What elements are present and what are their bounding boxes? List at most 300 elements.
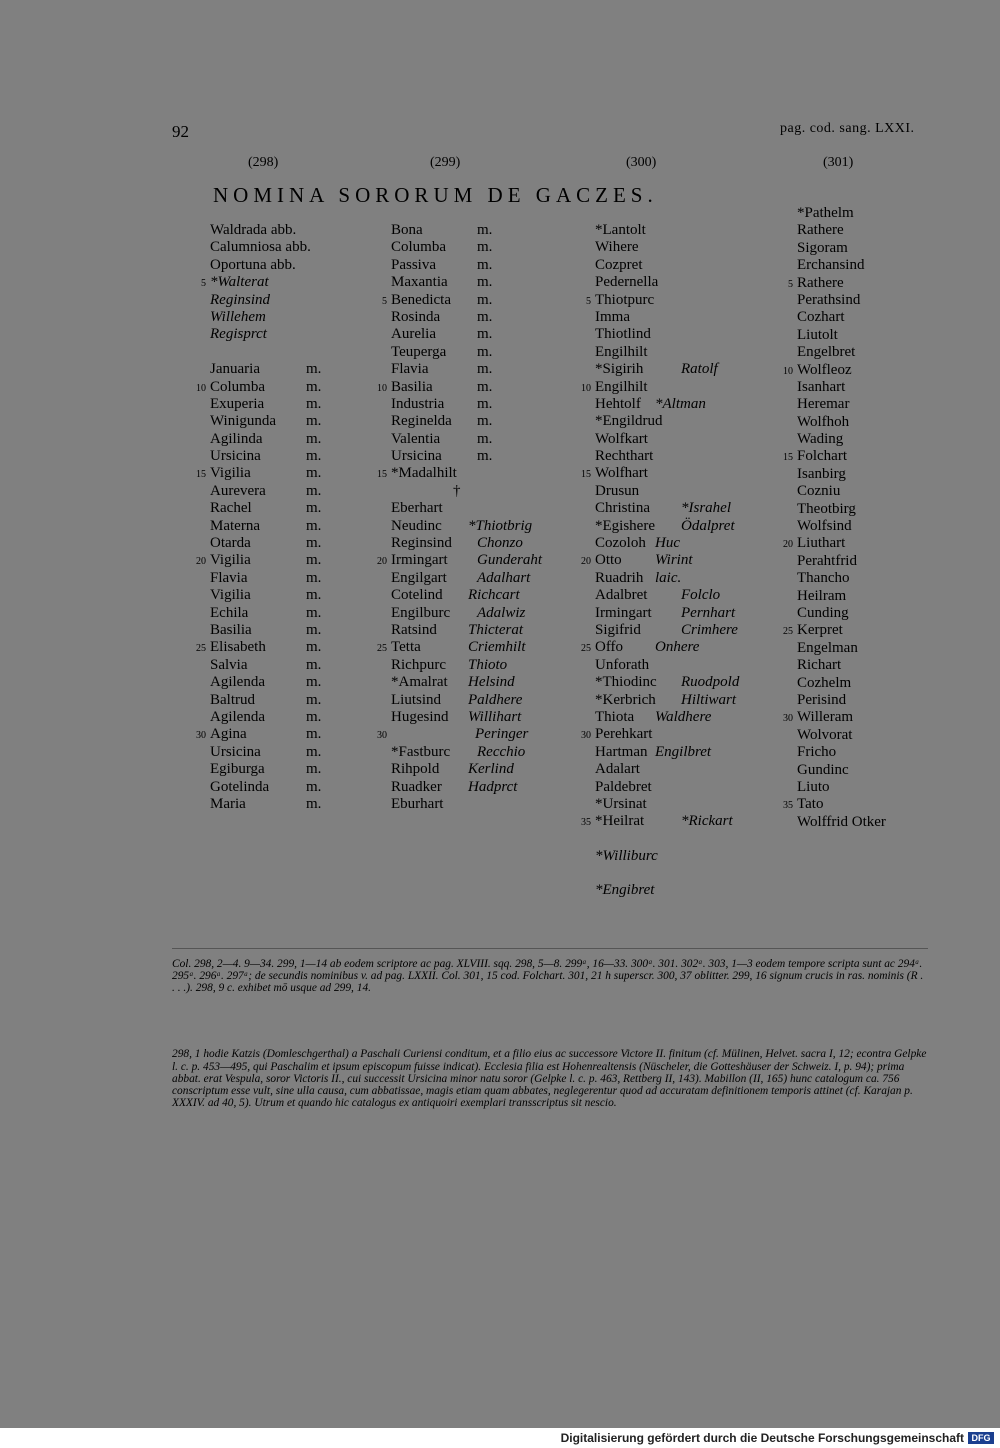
name-entry: Reginelda (391, 413, 452, 430)
line-number: 20 (196, 556, 206, 568)
second-name: Willihart (468, 708, 522, 725)
status-mark: m. (306, 482, 322, 499)
status-mark: m. (306, 708, 322, 725)
name-entry: Elisabeth (210, 639, 266, 656)
name-entry: Fricho (797, 744, 837, 761)
list-item (595, 622, 775, 639)
second-name: *Israhel (681, 500, 731, 517)
list-item (595, 744, 775, 761)
name-entry: Wolfkart (595, 430, 648, 447)
name-entry: Wihere (595, 239, 639, 256)
name-entry: Drusun (595, 482, 640, 499)
name-entry: Wolffrid Otker (797, 813, 886, 830)
name-entry: Reginsind (391, 535, 452, 552)
spacer (595, 831, 775, 848)
list-item (797, 222, 927, 239)
second-name: Adalhart (477, 569, 531, 586)
list-item (595, 326, 775, 343)
name-entry: Wolfhart (595, 465, 648, 482)
list-item (391, 587, 566, 604)
list-item (210, 326, 360, 343)
critical-notes: Col. 298, 2—4. 9—34. 299, 1—14 ab eodem scriptore ac pag. XLVIII. sqq. 298, 5—8. 299ᵃ, 16—33. 300ᵃ. 301. 302ᵃ. 303, 1—3 eodem tempore scripta sunt ac 294ᵃ. 295ᵃ. 296ᵃ. 297ᵃ; de secundis nominibus v. ad pag. LXXII. Col. 301, 15 cod. Folchart. 301, 21 h superscr. 300, 37 oblitter. 299, 16 signum crucis in ras. nominis (R . . . .). 298, 9 c. exhibet mō usque ad 299, 14. (172, 958, 924, 995)
name-entry: Isanhart (797, 378, 846, 395)
list-item (210, 309, 360, 326)
name-entry: Hehtolf (595, 395, 641, 412)
name-entry: *Madalhilt (391, 465, 457, 482)
status-mark: m. (477, 239, 493, 256)
name-entry: Passiva (391, 256, 436, 273)
name-entry: Cozoloh (595, 535, 646, 552)
list-item (581, 378, 775, 396)
name-entry: Flavia (391, 361, 429, 378)
status-mark: m. (306, 500, 322, 517)
list-item (595, 274, 775, 291)
list-item (210, 657, 360, 674)
name-entry: Agilenda (210, 674, 265, 691)
second-name: Ratolf (681, 361, 718, 378)
list-item (391, 448, 566, 465)
list-item (210, 535, 360, 552)
name-entry: Cotelind (391, 587, 443, 604)
list-item (391, 309, 566, 326)
list-item (581, 552, 775, 569)
list-item (797, 257, 927, 274)
list-item (210, 779, 360, 796)
name-entry: Industria (391, 395, 445, 412)
list-item (797, 518, 927, 535)
line-number: 25 (377, 643, 387, 655)
list-item (797, 240, 927, 257)
name-entry: Sigoram (797, 239, 848, 256)
line-number: 5 (788, 278, 793, 290)
list-item (210, 744, 360, 761)
name-entry: Eberhart (391, 500, 443, 517)
name-entry: Vigilia (210, 552, 251, 569)
list-item (797, 692, 927, 709)
second-name: Criemhilt (468, 639, 526, 656)
name-entry: Perahtfrid (797, 552, 857, 569)
line-number: 30 (377, 730, 387, 742)
list-item (797, 553, 927, 570)
name-entry: Thiotpurc (595, 291, 655, 308)
status-mark: m. (306, 361, 322, 378)
status-mark: m. (477, 291, 493, 308)
list-item (391, 431, 566, 448)
list-item (210, 692, 360, 709)
second-name: Pernhart (681, 604, 736, 621)
name-entry: Basilia (391, 378, 433, 395)
list-item (391, 222, 566, 239)
name-entry: *Heilrat (595, 813, 645, 830)
status-mark: m. (306, 517, 322, 534)
second-name: laic. (655, 569, 682, 586)
line-number: 10 (783, 365, 793, 377)
name-entry: Aurevera (210, 482, 266, 499)
list-item (210, 396, 360, 413)
list-item (797, 570, 927, 587)
name-entry: Engilgart (391, 569, 447, 586)
page-number: 92 (172, 122, 189, 141)
name-entry: Engilhilt (595, 343, 648, 360)
list-item (797, 657, 927, 674)
name-entry: Benedicta (391, 291, 451, 308)
name-entry: Wading (797, 431, 844, 448)
list-item (783, 361, 927, 379)
status-mark: m. (306, 430, 322, 447)
column-number-301: (301) (823, 155, 854, 170)
column-301 (783, 205, 927, 831)
status-mark: m. (306, 569, 322, 586)
name-entry: Gundinc (797, 761, 849, 778)
name-entry: Rechthart (595, 448, 654, 465)
status-mark: m. (477, 326, 493, 343)
name-entry: Irmingart (595, 604, 652, 621)
second-name: Kerlind (468, 761, 514, 778)
list-item (788, 274, 927, 292)
name-entry: *Kerbrich (595, 691, 656, 708)
list-item (595, 396, 775, 413)
list-item (210, 500, 360, 517)
name-entry: Imma (595, 308, 630, 325)
name-entry: Liuto (797, 778, 830, 795)
second-name: Wirint (655, 552, 693, 569)
name-entry: Wolfhoh (797, 413, 850, 430)
name-entry: Isanbirg (797, 465, 846, 482)
list-item (797, 327, 927, 344)
name-entry: Flavia (210, 569, 248, 586)
second-name: Onhere (655, 639, 700, 656)
status-mark: m. (477, 256, 493, 273)
name-entry: Paldebret (595, 778, 652, 795)
name-entry: Perathsind (797, 291, 861, 308)
list-item (391, 709, 566, 726)
status-mark: m. (306, 535, 322, 552)
name-entry: Ruadrih (595, 569, 644, 586)
name-entry: *Sigirih (595, 361, 644, 378)
status-mark: m. (306, 621, 322, 638)
status-mark: m. (306, 761, 322, 778)
line-number: 15 (377, 469, 387, 481)
list-item (797, 414, 927, 431)
list-item (210, 431, 360, 448)
list-item (391, 326, 566, 343)
second-name: Ruodpold (681, 674, 740, 691)
list-item (797, 483, 927, 500)
status-mark: m. (306, 587, 322, 604)
name-entry: Rathere (797, 274, 844, 291)
list-item (595, 761, 775, 778)
column-298 (196, 222, 360, 813)
list-item (595, 796, 775, 813)
column-299 (377, 222, 566, 813)
status-mark: m. (306, 378, 322, 395)
second-name: *Rickart (681, 813, 733, 830)
list-item (391, 744, 566, 761)
status-mark: m. (306, 604, 322, 621)
name-entry: Agilenda (210, 708, 265, 725)
status-mark: m. (306, 465, 322, 482)
status-mark: m. (306, 413, 322, 430)
name-entry: *Pathelm (797, 205, 854, 221)
status-mark: m. (477, 308, 493, 325)
list-item (595, 431, 775, 448)
footnote-rule (172, 948, 928, 949)
name-entry: Rachel (210, 500, 252, 517)
name-entry: *Egishere (595, 517, 655, 534)
list-item (196, 726, 360, 743)
line-number: 15 (196, 469, 206, 481)
list-item (581, 639, 775, 656)
status-mark: m. (306, 743, 322, 760)
list-item (391, 257, 566, 274)
second-name: Crimhere (681, 621, 738, 638)
line-number: 5 (382, 295, 387, 307)
list-item (196, 552, 360, 569)
list-item (797, 396, 927, 413)
name-entry: *Amalrat (391, 674, 448, 691)
second-name: Adalwiz (477, 604, 526, 621)
status-mark: m. (477, 274, 493, 291)
list-item (797, 431, 927, 448)
list-item (797, 727, 927, 744)
list-item (595, 239, 775, 256)
line-number: 25 (196, 643, 206, 655)
second-name: Waldhere (655, 708, 712, 725)
name-entry: Hartman (595, 743, 648, 760)
name-entry: Baltrud (210, 691, 255, 708)
list-item (391, 779, 566, 796)
name-entry: Cozniu (797, 483, 841, 500)
list-item (196, 639, 360, 656)
line-number: 35 (581, 817, 591, 829)
line-number: 25 (581, 643, 591, 655)
list-item (797, 292, 927, 309)
name-entry: Bona (391, 222, 423, 238)
name-entry: Rathere (797, 222, 844, 239)
list-item (595, 309, 775, 326)
name-entry: Willehem (210, 308, 266, 325)
list-item (797, 744, 927, 761)
name-entry: Erchansind (797, 257, 865, 274)
name-entry: Adalbret (595, 587, 648, 604)
column-300 (581, 222, 775, 899)
line-number: 30 (196, 730, 206, 742)
list-item (581, 465, 775, 482)
list-item (783, 796, 927, 813)
name-entry: *Thiodinc (595, 674, 657, 691)
name-entry: Liutsind (391, 691, 442, 708)
line-number: 25 (783, 626, 793, 638)
list-item (581, 726, 775, 743)
name-entry: Wolvorat (797, 726, 853, 743)
name-entry: Otarda (210, 535, 251, 552)
status-mark: m. (306, 448, 322, 465)
status-mark: m. (477, 222, 493, 238)
column-number-298: (298) (248, 155, 279, 170)
list-item: *Williburc (595, 847, 658, 864)
list-item (210, 518, 360, 535)
status-mark: m. (306, 395, 322, 412)
list-item (210, 292, 360, 309)
status-mark: m. (477, 343, 493, 360)
name-entry: Ruadker (391, 778, 442, 795)
name-entry: Neudinc (391, 517, 442, 534)
list-item (391, 622, 566, 639)
line-number: 10 (196, 382, 206, 394)
name-entry: Liutolt (797, 326, 838, 343)
list-item (377, 726, 566, 743)
list-item (595, 257, 775, 274)
name-entry: Ursicina (391, 448, 442, 465)
name-entry: Adalart (595, 761, 640, 778)
status-mark: m. (306, 726, 322, 743)
list-item (201, 274, 360, 291)
list-item (391, 344, 566, 361)
list-item (797, 466, 927, 483)
second-name: Engilbret (655, 743, 712, 760)
column-number-300: (300) (626, 155, 657, 170)
list-item (783, 535, 927, 552)
list-item (797, 640, 927, 657)
list-item (595, 222, 775, 239)
list-item (377, 552, 566, 569)
list-item (595, 674, 775, 691)
list-item (391, 761, 566, 778)
name-entry: Engilhilt (595, 378, 648, 395)
dfg-logo: DFG (968, 1432, 994, 1444)
list-item (595, 413, 775, 430)
list-item (210, 570, 360, 587)
name-entry: Egiburga (210, 761, 265, 778)
name-entry: Thiotlind (595, 326, 651, 343)
line-number: 20 (581, 556, 591, 568)
list-item (391, 396, 566, 413)
second-name: Peringer (475, 726, 529, 743)
name-entry: Heremar (797, 396, 850, 413)
name-entry: Maxantia (391, 274, 448, 291)
name-entry: *Walterat (210, 274, 269, 291)
name-entry: Cozhart (797, 309, 845, 326)
list-item (391, 361, 566, 378)
status-mark: m. (477, 430, 493, 447)
list-item (595, 692, 775, 709)
list-item (595, 605, 775, 622)
list-item (595, 344, 775, 361)
list-item (210, 622, 360, 639)
name-entry: Otto (595, 552, 622, 569)
name-entry: Agilinda (210, 430, 263, 447)
name-entry: Winigunda (210, 413, 277, 430)
name-entry: Eburhart (391, 795, 444, 812)
line-number: 20 (377, 556, 387, 568)
second-name: Thicterat (468, 621, 523, 638)
list-item: *Engibret (595, 882, 655, 899)
footer-bar (0, 1428, 1000, 1448)
name-entry: Januaria (210, 361, 260, 378)
list-item (595, 448, 775, 465)
name-entry: Wolfsind (797, 518, 852, 535)
line-number: 30 (581, 730, 591, 742)
name-entry: *Ursinat (595, 795, 647, 812)
name-entry: Christina (595, 500, 650, 517)
list-item (595, 570, 775, 587)
list-item (210, 413, 360, 430)
second-name: Gunderaht (477, 552, 542, 569)
name-entry: Perisind (797, 691, 847, 708)
list-item (391, 605, 566, 622)
name-entry: Echila (210, 604, 249, 621)
list-item (210, 361, 360, 378)
name-entry: Agina (210, 726, 247, 743)
name-entry: Aurelia (391, 326, 436, 343)
list-item (391, 274, 566, 291)
status-mark: m. (306, 795, 322, 812)
second-name: Hadprct (468, 778, 518, 795)
line-number: 10 (377, 382, 387, 394)
name-entry: Calumniosa abb. (210, 239, 311, 256)
column-number-299: (299) (430, 155, 461, 170)
name-entry: Engelman (797, 639, 858, 656)
name-entry: Gotelinda (210, 778, 270, 795)
name-entry: Pedernella (595, 274, 659, 291)
list-item (391, 239, 566, 256)
list-item (797, 309, 927, 326)
list-item (797, 588, 927, 605)
running-head: pag. cod. sang. LXXI. (780, 121, 915, 136)
name-entry: Folchart (797, 448, 847, 465)
name-entry: Maria (210, 795, 246, 812)
list-item (196, 378, 360, 396)
second-name: Hiltiwart (681, 691, 737, 708)
list-item (210, 257, 360, 274)
status-mark: m. (477, 448, 493, 465)
second-name: *Thiotbrig (468, 517, 533, 534)
name-entry: Sigifrid (595, 621, 641, 638)
name-entry: Tato (797, 796, 824, 813)
line-number: 15 (581, 469, 591, 481)
name-entry: Ursicina (210, 448, 261, 465)
name-entry: Oportuna abb. (210, 256, 296, 273)
second-name: Helsind (468, 674, 515, 691)
name-entry: Willeram (797, 709, 854, 726)
status-mark: m. (306, 656, 322, 673)
name-entry: Rihpold (391, 761, 440, 778)
list-item (595, 709, 775, 726)
commentary-notes: 298, 1 hodie Katzis (Domleschgerthal) a Paschali Curiensi conditum, et a filio eius ac successore Victore II. finitum (cf. Mülinen, Helvet. sacra I, 12; econtra Gelpke l. c. p. 453—495, qui Paschalim et ipsum episcopum fuisse indicat). Ecclesia filia est Hohenrealtensis (Nüscheler, die Gotteshäuser der Schweiz. I, p. 94); prima abbat. erat Vespula, soror Victoris II., cui successit Ursicina minor natu soror (Gelpke l. c. p. 463, Rettberg II, 143). Mabillon (II, 165) hunc catalogum ca. 756 conscriptum esse vult, sine ulla causa, cum abbatissae, magis etiam quam abbates, neglegerentur quod ad accuratam definitionem temporis attinet (cf. Karajan p. XXXIV. ad 40, 5). Utrum et quando hic catalogus ex antiquoiri exemplari transscriptus sit nescio. (172, 1048, 927, 1110)
list-item (391, 500, 566, 517)
line-number: 10 (581, 382, 591, 394)
list-item (210, 587, 360, 604)
list-item (797, 675, 927, 692)
name-entry: Salvia (210, 656, 248, 673)
status-mark: m. (477, 413, 493, 430)
list-item (210, 448, 360, 465)
list-item (377, 465, 566, 482)
list-item (391, 674, 566, 691)
list-item (210, 709, 360, 726)
name-entry: Offo (595, 639, 624, 656)
list-item (595, 361, 775, 378)
name-entry: *Lantolt (595, 222, 646, 238)
name-entry: Tetta (391, 639, 421, 656)
list-item (797, 762, 927, 779)
name-entry: Materna (210, 517, 260, 534)
list-item (377, 639, 566, 656)
name-entry: Teuperga (391, 343, 447, 360)
list-item (210, 605, 360, 622)
list-item (210, 796, 360, 813)
list-item (210, 674, 360, 691)
